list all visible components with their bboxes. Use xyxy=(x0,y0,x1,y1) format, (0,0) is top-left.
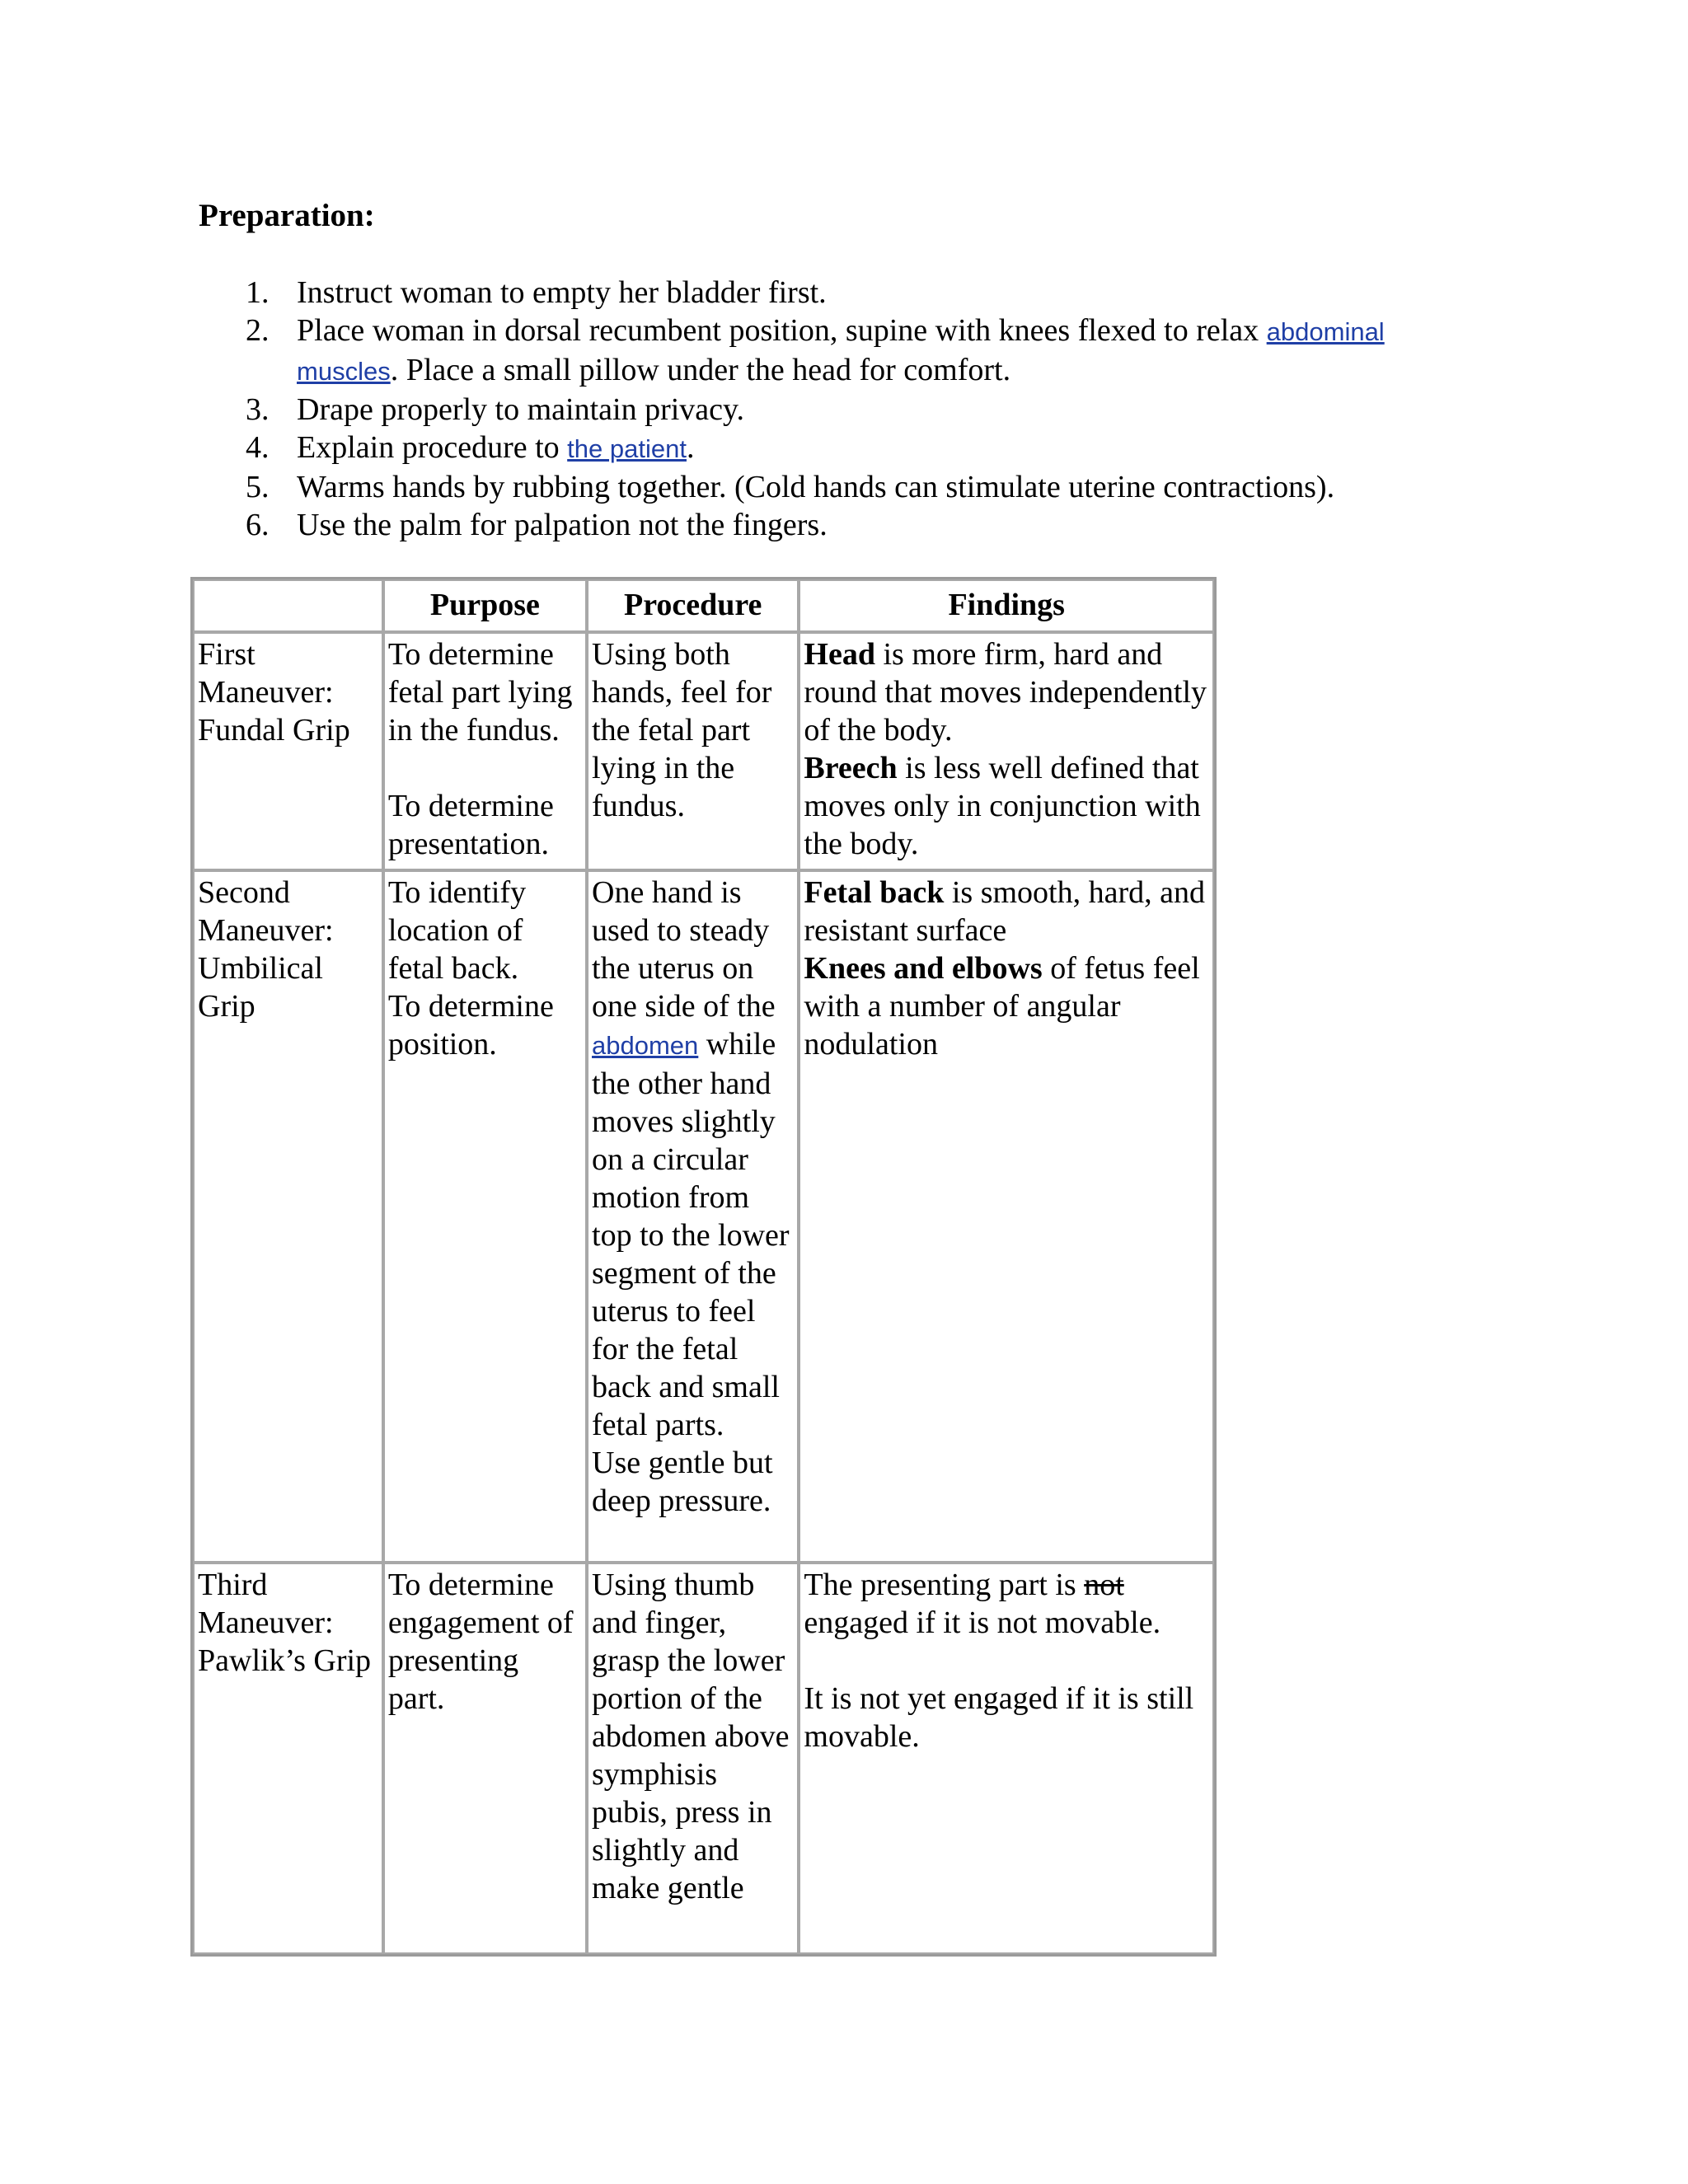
list-item-text: . Place a small pillow under the head for comfort. xyxy=(390,353,1011,387)
finding-term: Knees and elbows xyxy=(804,951,1043,986)
header-procedure: Procedure xyxy=(587,579,799,632)
list-number: 3. xyxy=(246,392,270,427)
list-number: 6. xyxy=(246,508,270,542)
procedure-text-part: One hand is used to steady the uterus on one side of the xyxy=(592,875,776,1024)
purpose-cell: To determine engagement of presenting part. xyxy=(383,1563,587,1954)
list-item-text: Instruct woman to empty her bladder first. xyxy=(297,275,827,310)
finding-text: of fetus feel with a number of angular nodulation xyxy=(804,951,1200,1062)
findings-cell xyxy=(799,870,1214,1563)
list-item-text: Place woman in dorsal recumbent position, supine with knees flexed to relax xyxy=(297,313,1267,348)
list-number: 1. xyxy=(246,275,270,310)
table-header-row xyxy=(193,579,1214,632)
finding-text: is more firm, hard and round that moves independently of the body. xyxy=(804,637,1207,748)
header-findings: Findings xyxy=(799,579,1214,632)
table-row xyxy=(193,1563,1214,1954)
abdominal-muscles-link[interactable]: abdominal muscles xyxy=(297,317,1385,386)
finding xyxy=(804,1566,1209,1642)
finding-term: Head xyxy=(804,637,875,672)
purpose-text: To identify location of fetal back. xyxy=(387,875,527,986)
purpose-text: To determine fetal part lying in the fundus. xyxy=(387,637,573,748)
finding xyxy=(804,635,1209,749)
procedure-cell xyxy=(587,870,799,1563)
list-item-text: Drape properly to maintain privacy. xyxy=(297,392,745,427)
spacer xyxy=(388,749,582,787)
procedure-text: Use gentle but deep pressure. xyxy=(592,1446,773,1518)
purpose-cell xyxy=(383,870,587,1563)
maneuver-cell: Third Maneuver: Pawlik’s Grip xyxy=(193,1563,383,1954)
finding xyxy=(804,749,1209,863)
purpose-cell xyxy=(383,632,587,870)
list-item xyxy=(231,274,1467,312)
abdomen-link[interactable]: abdomen xyxy=(592,1031,699,1060)
finding xyxy=(804,874,1209,949)
finding-text: is less well defined that moves only in conjunction with the body. xyxy=(804,751,1201,861)
finding: It is not yet engaged if it is still movable. xyxy=(804,1681,1194,1754)
list-item xyxy=(231,429,1467,468)
list-item xyxy=(231,391,1467,429)
procedure-cell: Using thumb and finger, grasp the lower portion of the abdomen above symphisis pubis, press in slightly and make gentle xyxy=(587,1563,799,1954)
procedure-cell: Using both hands, feel for the fetal part lying in the fundus. xyxy=(587,632,799,870)
header-empty xyxy=(193,579,383,632)
procedure-text-part: while the other hand moves slightly on a circular motion from top to the lower segment of the uterus to feel for the fetal back and small fetal parts. xyxy=(592,1027,790,1442)
spacer xyxy=(804,1642,1209,1680)
purpose-text: To determine presentation. xyxy=(387,789,554,861)
finding-term: Fetal back xyxy=(804,875,945,910)
maneuver-cell: First Maneuver: Fundal Grip xyxy=(193,632,383,870)
finding-term: Breech xyxy=(804,751,898,785)
list-item xyxy=(231,312,1467,391)
preparation-heading: Preparation: xyxy=(199,198,375,233)
table-row xyxy=(193,632,1214,870)
list-item-text: . xyxy=(686,430,695,465)
header-purpose: Purpose xyxy=(383,579,587,632)
finding xyxy=(804,949,1209,1063)
the-patient-link[interactable]: the patient xyxy=(567,434,687,463)
list-item-text: Explain procedure to xyxy=(297,430,568,465)
list-number: 4. xyxy=(246,430,270,465)
findings-cell xyxy=(799,632,1214,870)
list-number: 5. xyxy=(246,470,270,504)
purpose-text: To determine position. xyxy=(387,989,554,1062)
leopolds-maneuvers-table xyxy=(190,577,1217,1957)
list-item xyxy=(231,506,1467,544)
struck-word: not xyxy=(1084,1568,1124,1602)
finding-text: The presenting part is xyxy=(804,1568,1085,1602)
procedure-text xyxy=(592,874,794,1444)
table-row xyxy=(193,870,1214,1563)
finding-text: is smooth, hard, and resistant surface xyxy=(804,875,1205,948)
preparation-list xyxy=(231,274,1467,544)
finding-text: engaged if it is not movable. xyxy=(804,1605,1161,1640)
list-number: 2. xyxy=(246,313,270,348)
findings-cell xyxy=(799,1563,1214,1954)
list-item-text: Use the palm for palpation not the fingers. xyxy=(297,508,828,542)
list-item-text: Warms hands by rubbing together. (Cold hands can stimulate uterine contractions). xyxy=(297,470,1335,504)
maneuver-cell: Second Maneuver: Umbilical Grip xyxy=(193,870,383,1563)
list-item xyxy=(231,468,1467,506)
